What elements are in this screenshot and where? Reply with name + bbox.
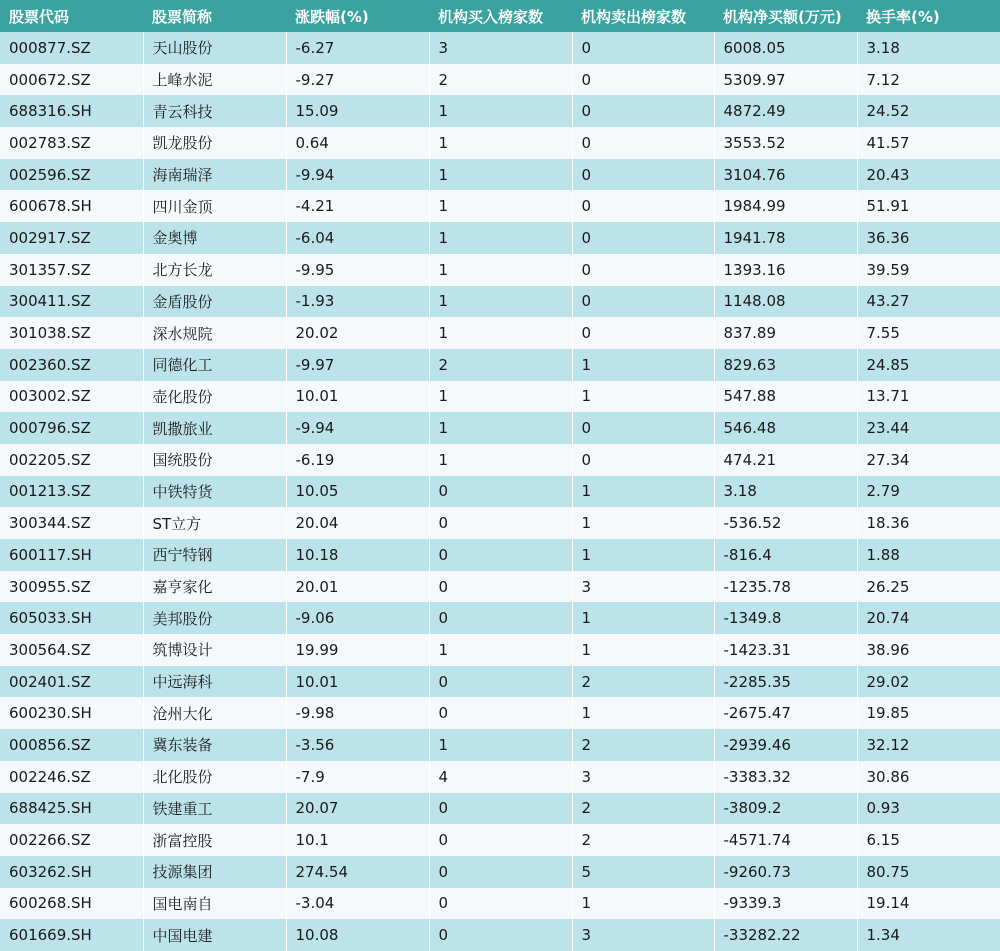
- stock-code-cell: 301038.SZ: [0, 317, 143, 349]
- stock-code-cell: 600678.SH: [0, 190, 143, 222]
- buy-count-cell: 0: [429, 919, 572, 951]
- net-buy-cell: 5309.97: [714, 64, 857, 96]
- change-pct-cell: 20.04: [286, 507, 429, 539]
- buy-count-cell: 1: [429, 317, 572, 349]
- net-buy-cell: 6008.05: [714, 32, 857, 64]
- column-header-change-pct[interactable]: 涨跌幅(%): [295, 7, 369, 26]
- buy-count-cell: 0: [429, 666, 572, 698]
- header-row: [0, 0, 1000, 32]
- sell-count-cell: 2: [572, 729, 714, 761]
- buy-count-cell: 1: [429, 127, 572, 159]
- stock-name-cell: 冀东装备: [143, 729, 286, 761]
- change-pct-cell: -9.95: [286, 254, 429, 286]
- stock-code-cell: 600230.SH: [0, 697, 143, 729]
- sell-count-cell: 2: [572, 666, 714, 698]
- change-pct-cell: 15.09: [286, 95, 429, 127]
- change-pct-cell: 19.99: [286, 634, 429, 666]
- turnover-cell: 1.88: [866, 545, 900, 564]
- buy-count-cell: 0: [429, 856, 572, 888]
- buy-count-cell: 1: [429, 286, 572, 318]
- table-row[interactable]: [0, 634, 1000, 666]
- change-pct-cell: -9.98: [286, 697, 429, 729]
- change-pct-cell: -9.94: [286, 159, 429, 191]
- change-pct-cell: 10.01: [286, 381, 429, 413]
- column-header-sell-count[interactable]: 机构卖出榜家数: [581, 7, 687, 26]
- sell-count-cell: 1: [572, 349, 714, 381]
- stock-name-cell: 凯撒旅业: [143, 412, 286, 444]
- stock-name-cell: 中远海科: [143, 666, 286, 698]
- buy-count-cell: 1: [429, 222, 572, 254]
- stock-code-cell: 300411.SZ: [0, 286, 143, 318]
- sell-count-cell: 2: [572, 824, 714, 856]
- stock-name-cell: 天山股份: [143, 32, 286, 64]
- net-buy-cell: -816.4: [714, 539, 857, 571]
- stock-code-cell: 300344.SZ: [0, 507, 143, 539]
- turnover-cell: 51.91: [866, 197, 910, 216]
- stock-name-cell: 深水规院: [143, 317, 286, 349]
- turnover-cell: 24.85: [866, 355, 910, 374]
- table-row[interactable]: [0, 476, 1000, 508]
- buy-count-cell: 0: [429, 824, 572, 856]
- table-row[interactable]: [0, 602, 1000, 634]
- net-buy-cell: 829.63: [714, 349, 857, 381]
- stock-code-cell: 603262.SH: [0, 856, 143, 888]
- stock-name-cell: 浙富控股: [143, 824, 286, 856]
- change-pct-cell: -3.56: [286, 729, 429, 761]
- net-buy-cell: 1984.99: [714, 190, 857, 222]
- sell-count-cell: 3: [572, 919, 714, 951]
- sell-count-cell: 0: [572, 127, 714, 159]
- table-row[interactable]: [0, 222, 1000, 254]
- buy-count-cell: 1: [429, 412, 572, 444]
- stock-name-cell: 海南瑞泽: [143, 159, 286, 191]
- stock-name-cell: 青云科技: [143, 95, 286, 127]
- sell-count-cell: 2: [572, 793, 714, 825]
- stock-code-cell: 002596.SZ: [0, 159, 143, 191]
- table-row[interactable]: [0, 159, 1000, 191]
- stock-code-cell: 001213.SZ: [0, 476, 143, 508]
- stock-code-cell: 000856.SZ: [0, 729, 143, 761]
- stock-name-cell: 中铁特货: [143, 476, 286, 508]
- stock-code-cell: 601669.SH: [0, 919, 143, 951]
- net-buy-cell: 546.48: [714, 412, 857, 444]
- stock-name-cell: 同德化工: [143, 349, 286, 381]
- change-pct-cell: 10.01: [286, 666, 429, 698]
- buy-count-cell: 1: [429, 381, 572, 413]
- buy-count-cell: 0: [429, 888, 572, 920]
- stock-code-cell: 300564.SZ: [0, 634, 143, 666]
- buy-count-cell: 1: [429, 95, 572, 127]
- stock-code-cell: 000877.SZ: [0, 32, 143, 64]
- table-row[interactable]: [0, 761, 1000, 793]
- change-pct-cell: 20.07: [286, 793, 429, 825]
- net-buy-cell: -2285.35: [714, 666, 857, 698]
- stock-code-cell: 600117.SH: [0, 539, 143, 571]
- stock-name-cell: 铁建重工: [143, 793, 286, 825]
- turnover-cell: 3.18: [866, 38, 900, 57]
- change-pct-cell: 20.01: [286, 571, 429, 603]
- table-row[interactable]: [0, 444, 1000, 476]
- stock-code-cell: 605033.SH: [0, 602, 143, 634]
- turnover-cell: 19.85: [866, 704, 910, 723]
- buy-count-cell: 0: [429, 476, 572, 508]
- table-row[interactable]: [0, 127, 1000, 159]
- net-buy-cell: -2675.47: [714, 697, 857, 729]
- change-pct-cell: -7.9: [286, 761, 429, 793]
- table-row[interactable]: [0, 64, 1000, 96]
- sell-count-cell: 1: [572, 602, 714, 634]
- stock-name-cell: 四川金顶: [143, 190, 286, 222]
- table-row[interactable]: [0, 507, 1000, 539]
- net-buy-cell: -9339.3: [714, 888, 857, 920]
- column-header-stock-code[interactable]: 股票代码: [9, 7, 70, 26]
- turnover-cell: 20.43: [866, 165, 910, 184]
- column-header-stock-name[interactable]: 股票简称: [152, 7, 213, 26]
- buy-count-cell: 4: [429, 761, 572, 793]
- turnover-cell: 13.71: [866, 387, 910, 406]
- sell-count-cell: 0: [572, 286, 714, 318]
- turnover-cell: 36.36: [866, 228, 910, 247]
- change-pct-cell: -3.04: [286, 888, 429, 920]
- change-pct-cell: -9.27: [286, 64, 429, 96]
- buy-count-cell: 1: [429, 729, 572, 761]
- stock-code-cell: 002783.SZ: [0, 127, 143, 159]
- net-buy-cell: -2939.46: [714, 729, 857, 761]
- stock-name-cell: 北方长龙: [143, 254, 286, 286]
- table-row[interactable]: [0, 286, 1000, 318]
- sell-count-cell: 0: [572, 444, 714, 476]
- sell-count-cell: 1: [572, 888, 714, 920]
- change-pct-cell: -6.19: [286, 444, 429, 476]
- table-row[interactable]: [0, 856, 1000, 888]
- sell-count-cell: 0: [572, 64, 714, 96]
- sell-count-cell: 0: [572, 159, 714, 191]
- turnover-cell: 6.15: [866, 831, 900, 850]
- change-pct-cell: 0.64: [286, 127, 429, 159]
- stock-code-cell: 002266.SZ: [0, 824, 143, 856]
- stock-name-cell: 壶化股份: [143, 381, 286, 413]
- turnover-cell: 19.14: [866, 894, 910, 913]
- turnover-cell: 0.93: [866, 799, 900, 818]
- net-buy-cell: -1235.78: [714, 571, 857, 603]
- net-buy-cell: 474.21: [714, 444, 857, 476]
- sell-count-cell: 1: [572, 539, 714, 571]
- sell-count-cell: 1: [572, 507, 714, 539]
- net-buy-cell: 3104.76: [714, 159, 857, 191]
- table-row[interactable]: [0, 888, 1000, 920]
- sell-count-cell: 0: [572, 95, 714, 127]
- change-pct-cell: -6.27: [286, 32, 429, 64]
- turnover-cell: 7.55: [866, 324, 900, 343]
- net-buy-cell: -1423.31: [714, 634, 857, 666]
- sell-count-cell: 3: [572, 761, 714, 793]
- stock-name-cell: 国统股份: [143, 444, 286, 476]
- turnover-cell: 24.52: [866, 102, 910, 121]
- change-pct-cell: -9.06: [286, 602, 429, 634]
- sell-count-cell: 1: [572, 634, 714, 666]
- stock-code-cell: 000672.SZ: [0, 64, 143, 96]
- table-header: [0, 0, 1000, 32]
- turnover-cell: 80.75: [866, 862, 910, 881]
- turnover-cell: 30.86: [866, 767, 910, 786]
- stock-name-cell: 中国电建: [143, 919, 286, 951]
- stock-name-cell: ST立方: [143, 507, 286, 539]
- change-pct-cell: 274.54: [286, 856, 429, 888]
- stock-name-cell: 沧州大化: [143, 697, 286, 729]
- stock-name-cell: 国电南自: [143, 888, 286, 920]
- sell-count-cell: 0: [572, 254, 714, 286]
- buy-count-cell: 0: [429, 602, 572, 634]
- net-buy-cell: 3.18: [714, 476, 857, 508]
- stock-code-cell: 003002.SZ: [0, 381, 143, 413]
- buy-count-cell: 1: [429, 254, 572, 286]
- table-row[interactable]: [0, 190, 1000, 222]
- table-row[interactable]: [0, 412, 1000, 444]
- change-pct-cell: -4.21: [286, 190, 429, 222]
- change-pct-cell: 10.1: [286, 824, 429, 856]
- turnover-cell: 1.34: [866, 926, 900, 945]
- turnover-cell: 20.74: [866, 609, 910, 628]
- buy-count-cell: 2: [429, 349, 572, 381]
- stock-code-cell: 688316.SH: [0, 95, 143, 127]
- buy-count-cell: 1: [429, 444, 572, 476]
- buy-count-cell: 0: [429, 793, 572, 825]
- table-body: [0, 32, 1000, 951]
- net-buy-cell: 3553.52: [714, 127, 857, 159]
- net-buy-cell: 547.88: [714, 381, 857, 413]
- column-header-net-buy[interactable]: 机构净买额(万元): [723, 7, 842, 26]
- net-buy-cell: -1349.8: [714, 602, 857, 634]
- change-pct-cell: 10.18: [286, 539, 429, 571]
- net-buy-cell: 1148.08: [714, 286, 857, 318]
- net-buy-cell: 837.89: [714, 317, 857, 349]
- buy-count-cell: 3: [429, 32, 572, 64]
- sell-count-cell: 0: [572, 190, 714, 222]
- buy-count-cell: 2: [429, 64, 572, 96]
- table-row[interactable]: [0, 824, 1000, 856]
- buy-count-cell: 0: [429, 697, 572, 729]
- column-header-buy-count[interactable]: 机构买入榜家数: [438, 7, 544, 26]
- table-row[interactable]: [0, 539, 1000, 571]
- sell-count-cell: 0: [572, 32, 714, 64]
- table-row[interactable]: [0, 919, 1000, 951]
- turnover-cell: 43.27: [866, 292, 910, 311]
- stock-name-cell: 美邦股份: [143, 602, 286, 634]
- change-pct-cell: 10.05: [286, 476, 429, 508]
- change-pct-cell: -6.04: [286, 222, 429, 254]
- turnover-cell: 29.02: [866, 672, 910, 691]
- sell-count-cell: 0: [572, 412, 714, 444]
- table-row[interactable]: [0, 793, 1000, 825]
- net-buy-cell: -3383.32: [714, 761, 857, 793]
- table-row[interactable]: [0, 571, 1000, 603]
- stock-name-cell: 北化股份: [143, 761, 286, 793]
- change-pct-cell: 20.02: [286, 317, 429, 349]
- stock-name-cell: 金盾股份: [143, 286, 286, 318]
- buy-count-cell: 0: [429, 571, 572, 603]
- stock-name-cell: 西宁特钢: [143, 539, 286, 571]
- sell-count-cell: 0: [572, 317, 714, 349]
- change-pct-cell: -9.97: [286, 349, 429, 381]
- stock-code-cell: 002205.SZ: [0, 444, 143, 476]
- table-row[interactable]: [0, 95, 1000, 127]
- turnover-cell: 38.96: [866, 640, 910, 659]
- stock-name-cell: 嘉亨家化: [143, 571, 286, 603]
- sell-count-cell: 1: [572, 381, 714, 413]
- turnover-cell: 27.34: [866, 450, 910, 469]
- buy-count-cell: 0: [429, 507, 572, 539]
- net-buy-cell: -9260.73: [714, 856, 857, 888]
- net-buy-cell: -33282.22: [714, 919, 857, 951]
- stock-code-cell: 002401.SZ: [0, 666, 143, 698]
- table-row[interactable]: [0, 666, 1000, 698]
- turnover-cell: 32.12: [866, 735, 910, 754]
- turnover-cell: 41.57: [866, 133, 910, 152]
- table-row[interactable]: [0, 317, 1000, 349]
- table-row[interactable]: [0, 349, 1000, 381]
- stock-name-cell: 技源集团: [143, 856, 286, 888]
- stock-code-cell: 000796.SZ: [0, 412, 143, 444]
- change-pct-cell: 10.08: [286, 919, 429, 951]
- change-pct-cell: -9.94: [286, 412, 429, 444]
- stock-name-cell: 上峰水泥: [143, 64, 286, 96]
- stock-name-cell: 金奥博: [143, 222, 286, 254]
- net-buy-cell: -3809.2: [714, 793, 857, 825]
- sell-count-cell: 1: [572, 476, 714, 508]
- turnover-cell: 18.36: [866, 514, 910, 533]
- stock-code-cell: 301357.SZ: [0, 254, 143, 286]
- stock-code-cell: 002917.SZ: [0, 222, 143, 254]
- table-row[interactable]: [0, 32, 1000, 64]
- table-row[interactable]: [0, 697, 1000, 729]
- sell-count-cell: 0: [572, 222, 714, 254]
- stock-code-cell: 688425.SH: [0, 793, 143, 825]
- sell-count-cell: 1: [572, 697, 714, 729]
- stock-name-cell: 凯龙股份: [143, 127, 286, 159]
- sell-count-cell: 5: [572, 856, 714, 888]
- buy-count-cell: 1: [429, 159, 572, 191]
- turnover-cell: 7.12: [866, 70, 900, 89]
- table-row[interactable]: [0, 381, 1000, 413]
- stock-code-cell: 600268.SH: [0, 888, 143, 920]
- turnover-cell: 39.59: [866, 260, 910, 279]
- stock-code-cell: 300955.SZ: [0, 571, 143, 603]
- net-buy-cell: -4571.74: [714, 824, 857, 856]
- net-buy-cell: 1941.78: [714, 222, 857, 254]
- buy-count-cell: 1: [429, 634, 572, 666]
- sell-count-cell: 3: [572, 571, 714, 603]
- net-buy-cell: 4872.49: [714, 95, 857, 127]
- column-header-turnover[interactable]: 换手率(%): [866, 7, 940, 26]
- net-buy-cell: -536.52: [714, 507, 857, 539]
- turnover-cell: 23.44: [866, 419, 910, 438]
- net-buy-cell: 1393.16: [714, 254, 857, 286]
- turnover-cell: 2.79: [866, 482, 900, 501]
- buy-count-cell: 1: [429, 190, 572, 222]
- table-row[interactable]: [0, 729, 1000, 761]
- turnover-cell: 26.25: [866, 577, 910, 596]
- table-row[interactable]: [0, 254, 1000, 286]
- stock-code-cell: 002246.SZ: [0, 761, 143, 793]
- stock-code-cell: 002360.SZ: [0, 349, 143, 381]
- buy-count-cell: 0: [429, 539, 572, 571]
- stock-name-cell: 筑博设计: [143, 634, 286, 666]
- change-pct-cell: -1.93: [286, 286, 429, 318]
